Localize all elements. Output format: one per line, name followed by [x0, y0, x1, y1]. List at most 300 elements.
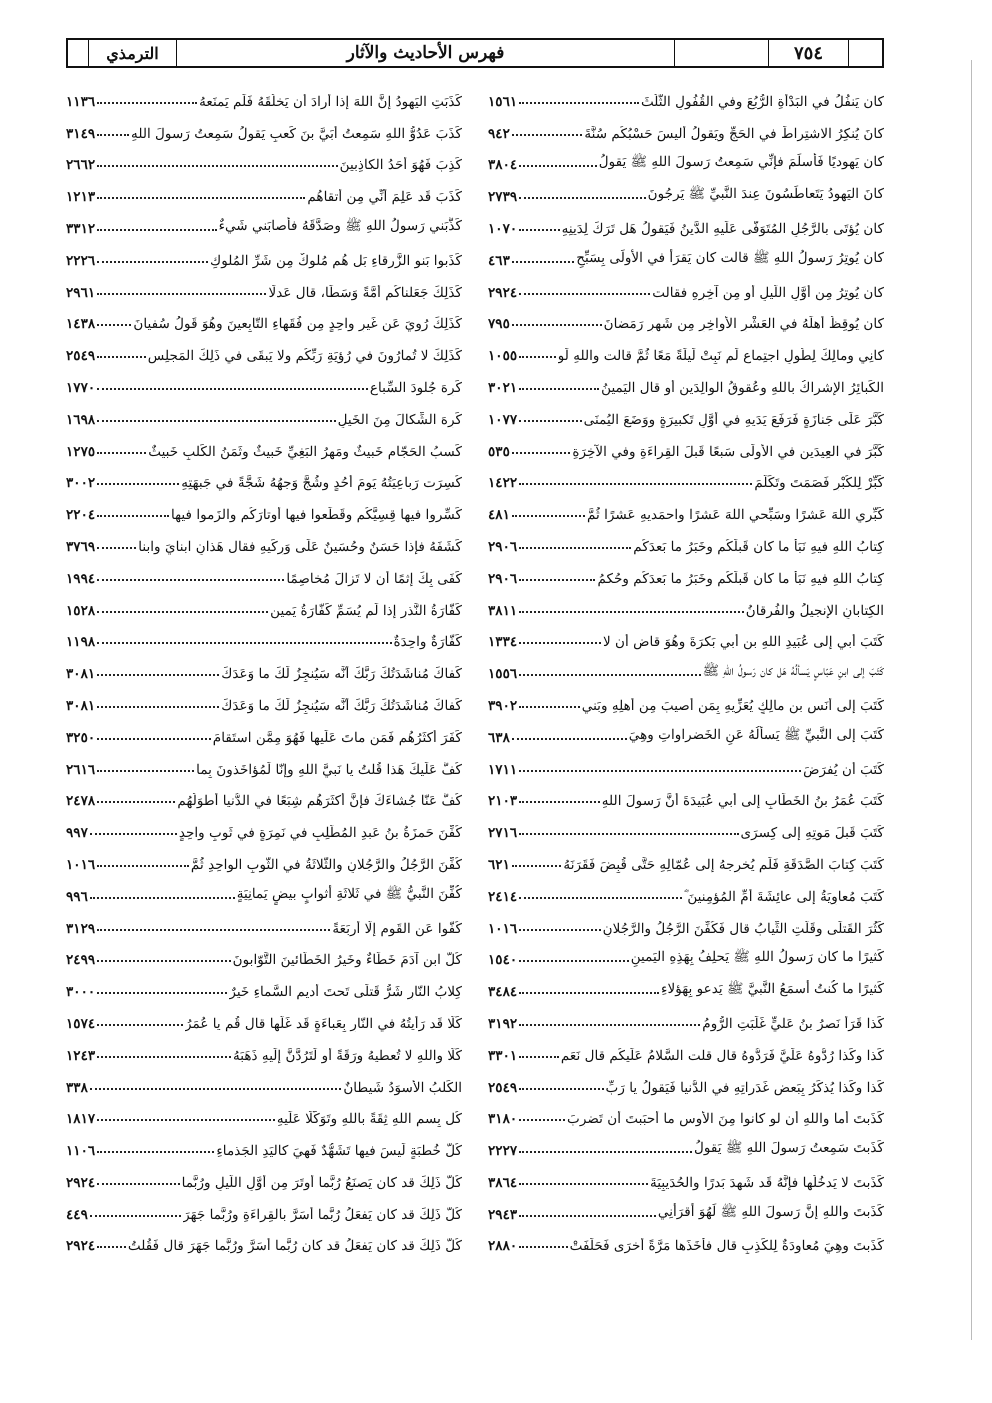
hadith-number: ١٠٥٥ [488, 348, 518, 365]
index-columns [66, 78, 884, 1254]
index-entry [488, 78, 884, 110]
page-number: ٧٥٤ [768, 40, 848, 66]
hadith-number: ٣٤٨٤ [488, 984, 518, 1001]
hadith-number: ٢٩٠٦ [488, 538, 518, 555]
entry-text: كَبَّرَ في العِيدَينِ في الأُولَى سَبعًا قَبلَ القِراءَةِ وفي الآخِرَةِ [572, 443, 884, 460]
leader-dots [519, 1246, 567, 1248]
entry-text: كان يَهوديًا فَأسلَمَ فإنِّي سَمِعتُ رَسولَ اللهِ ﷺ يَقولُ [598, 154, 884, 171]
entry-text: كَفاكَ مُناشَدَتُكَ رَبَّكَ أنَّه سَيُنجِزُ لَكَ ما وَعَدَكَ [221, 666, 462, 683]
entry-text: كَلّا واللهِ لا تُعطيهُ ورَقَةً أو لَتَرُدَّنَّ إلَيهِ ذَهَبَهُ [232, 1047, 462, 1064]
entry-text: كَذَبتَ لا يَدخُلُها فإنَّهُ قَد شَهِدَ بَدرًا والحُدَيبِيَةَ [649, 1174, 884, 1191]
left-column [66, 78, 462, 1254]
hadith-number: ٣٧٦٩ [66, 538, 96, 555]
leader-dots [519, 293, 650, 295]
hadith-number: ٣٠٠٠ [66, 984, 96, 1001]
leader-dots [512, 738, 627, 740]
hadith-number: ١٠٧٠ [488, 220, 518, 237]
hadith-number: ٣١٢٩ [66, 920, 96, 937]
entry-text: كُلُّ خُطبَةٍ لَيسَ فيها تَشَهُّدٌ فَهِيَ كاليَدِ الجَذماءِ [216, 1143, 462, 1160]
leader-dots [97, 420, 335, 422]
hadith-number: ٢٤٧٨ [66, 793, 96, 810]
index-entry [488, 587, 884, 619]
leader-dots [512, 452, 570, 454]
index-entry [488, 555, 884, 587]
hadith-number: ١١٠٦ [66, 1143, 96, 1160]
leader-dots [97, 483, 179, 485]
leader-dots [519, 420, 581, 422]
leader-dots [97, 1183, 179, 1185]
hadith-number: ١٤٣٨ [66, 316, 96, 333]
leader-dots [90, 1088, 341, 1090]
index-entry [66, 746, 462, 778]
hadith-number: ٩٩٧ [66, 825, 88, 842]
hadith-number: ١٠٧٧ [488, 411, 518, 428]
leader-dots [97, 261, 208, 263]
hadith-number: ٣١٨٠ [488, 1111, 518, 1128]
leader-dots [97, 356, 146, 358]
entry-text: كَذَبتَ وهِيَ مُعاوِدَةٌ لِلكَذِبِ قال فأخَذَها مَرَّةً أُخرَى فَحَلَفَتْ [569, 1238, 884, 1255]
leader-dots [97, 452, 146, 454]
leader-dots [97, 865, 189, 867]
margin-line [971, 60, 972, 1340]
index-entry [66, 1064, 462, 1096]
entry-text: كَفَرَ أكثَرُهُم فَمَن ماتَ عَلَيها فَهُوَ مِمَّن استَقامَ [212, 729, 462, 746]
entry-text: كَذَبَ عَدُوُّ اللهِ سَمِعتُ أُبَيَّ بنَ كَعبٍ يَقولُ سَمِعتُ رَسولَ اللهِ [131, 125, 462, 142]
hadith-number: ١٦٩٨ [66, 411, 96, 428]
leader-dots [97, 1024, 183, 1026]
index-entry [66, 173, 462, 205]
index-entry [66, 523, 462, 555]
index-entry [66, 491, 462, 523]
leader-dots [519, 1056, 559, 1058]
entry-text: كَسِّروا فيها قِسِيَّكُم وقَطِّعوا فيها أوتارَكُم والزَموا فيها [171, 507, 462, 524]
leader-dots [97, 324, 131, 326]
hadith-number: ٣٢٥٠ [66, 729, 96, 746]
index-entry [488, 1000, 884, 1032]
leader-dots [519, 483, 752, 485]
index-entry [66, 1191, 462, 1223]
hadith-number: ١١٣٦ [66, 93, 96, 110]
index-entry [488, 110, 884, 142]
index-entry [488, 1096, 884, 1128]
leader-dots [519, 1088, 603, 1090]
hadith-number: ٣١٩٢ [488, 1015, 518, 1032]
leader-dots [519, 165, 597, 167]
hadith-number: ١٢٧٥ [66, 443, 96, 460]
index-entry [488, 1223, 884, 1255]
hadith-number: ٢٦١٦ [66, 761, 96, 778]
entry-text: كَثيرًا ما كُنتُ أسمَعُ النَّبيَّ ﷺ يَدعو بِهَؤلاءِ [661, 981, 884, 998]
hadith-number: ٥٣٥ [488, 443, 510, 460]
entry-text: كُفَّ عَنّا جُشاءَكَ فإنَّ أكثَرَهُم شِبَعًا في الدُّنيا أطوَلُهُم [177, 793, 462, 810]
entry-text: كَذَلِكَ رُوِيَ عَن غَيرِ واحِدٍ مِن فُقَهاءِ التّابِعينَ وهُوَ قَولُ سُفيانَ [133, 316, 462, 333]
index-entry [488, 491, 884, 523]
entry-text: كَفّارَةٌ واحِدَةٌ [393, 634, 462, 651]
index-entry [488, 1064, 884, 1096]
entry-text: كَذا وكَذا يُذكَرُ بِبَعضِ غَدَراتِهِ في الدُّنيا فَيَقولُ يا رَبِّ [605, 1079, 884, 1096]
entry-text: كان يُوتِرُ مِن أوَّلِ اللَّيلِ أو مِن آخِرِهِ فقالت [652, 284, 884, 301]
leader-dots [97, 706, 219, 708]
entry-text: كَتَبَ عُمَرُ بنُ الخَطّابِ إلى أبي عُبَيدَةَ أنَّ رَسولَ اللهِ [601, 793, 884, 810]
entry-text: كَذا وكَذا رُدُّوهُ عَلَيَّ فَرَدُّوهُ قال قلت السَّلامُ عَلَيكُم قال نَعَم [560, 1047, 884, 1064]
entry-text: كَذِبَ فَهُوَ أحَدُ الكاذِبينَ [339, 157, 462, 174]
entry-text: كِتابُ اللهِ فيهِ نَبَأُ ما كان قَبلَكُم وخَبَرُ ما بَعدَكُم وحُكمُ [597, 570, 884, 587]
hadith-number: ٢٢٠٤ [66, 507, 96, 524]
index-entry [488, 746, 884, 778]
entry-text: كَذَّبَني رَسولُ اللهِ ﷺ وصَدَّقَهُ فأصابَني شَيءٌ [218, 217, 462, 234]
leader-dots [97, 1246, 126, 1248]
index-entry [488, 650, 884, 682]
leader-dots [97, 1151, 214, 1153]
hadith-number: ٩٩٦ [66, 888, 88, 905]
leader-dots [519, 929, 600, 931]
page-header [66, 38, 884, 68]
hadith-number: ٤٦٣ [488, 252, 510, 269]
entry-text: كُلُّ ذَلِكَ قد كان يَصنَعُ رُبَّما أوتَرَ مِن أوَّلِ اللَّيلِ ورُبَّما [181, 1174, 462, 1191]
index-page [66, 38, 884, 1254]
index-entry [66, 778, 462, 810]
index-entry [488, 1191, 884, 1223]
entry-text: كُلُّ ابنِ آدَمَ خَطّاءٌ وخَيرُ الخَطّائينَ التَّوّابونَ [232, 952, 462, 969]
entry-text: كَتَبَ إلى ابنِ عَبّاسٍ يَسألُهُ هَل كان رَسولُ اللهِ ﷺ [702, 663, 884, 680]
entry-text: كَذَبَ قَد عَلِمَ أنِّي مِن أتقاهُم [307, 189, 462, 206]
hadith-number: ١٥٧٤ [66, 1015, 96, 1032]
index-entry [488, 778, 884, 810]
hadith-number: ١٠١٦ [66, 856, 96, 873]
index-entry [66, 1127, 462, 1159]
leader-dots [519, 1151, 692, 1153]
index-entry [66, 205, 462, 237]
right-column [488, 78, 884, 1254]
entry-text: الكِتابانِ الإنجيلُ والفُرقانُ [745, 602, 884, 619]
index-entry [66, 237, 462, 269]
leader-dots [97, 738, 211, 740]
entry-text: كَتَبَ أبي إلى عُبَيدِ اللهِ بنِ أبي بَكرَةَ وهُوَ قاضٍ أن لا [602, 634, 884, 651]
hadith-number: ٢٥٤٩ [66, 348, 96, 365]
leader-dots [90, 833, 177, 835]
hadith-number: ١٧١١ [488, 761, 518, 778]
index-entry [488, 332, 884, 364]
leader-dots [519, 229, 559, 231]
leader-dots [519, 1119, 565, 1121]
index-entry [488, 523, 884, 555]
hadith-number: ٣٨٦٤ [488, 1174, 518, 1191]
index-entry [488, 841, 884, 873]
leader-dots [519, 801, 600, 803]
leader-dots [97, 642, 391, 644]
leader-dots [519, 1183, 648, 1185]
index-entry [66, 809, 462, 841]
hadith-number: ٢١٠٣ [488, 793, 518, 810]
leader-dots [512, 865, 562, 867]
index-entry [488, 1127, 884, 1159]
index-entry [66, 937, 462, 969]
entry-text: كِلابُ النّارِ شَرُّ قَتلَى تَحتَ أديمِ السَّماءِ خَيرٌ [229, 984, 462, 1001]
leader-dots [519, 547, 631, 549]
hadith-number: ٣٠٨١ [66, 666, 96, 683]
hadith-number: ٢٥٤٩ [488, 1079, 518, 1096]
index-entry [66, 78, 462, 110]
index-entry [66, 968, 462, 1000]
entry-text: كُفّوا عَنِ القَومِ إلّا أربَعَةً [332, 920, 462, 937]
leader-dots [97, 102, 197, 104]
hadith-number: ٢٢٢٦ [66, 252, 96, 269]
entry-text: كَبَّرَ عَلَى جَنازَةٍ فَرَفَعَ يَدَيهِ في أوَّلِ تَكبيرَةٍ ووَضَعَ اليُمنَى [583, 411, 884, 428]
hadith-number: ١٧٧٠ [66, 379, 96, 396]
index-entry [66, 142, 462, 174]
leader-dots [97, 229, 216, 231]
hadith-number: ١٣٣٤ [488, 634, 518, 651]
entry-text: كُلُّ ذَلِكَ قد كان يَفعَلُ رُبَّما أسَرَّ بالقِراءَةِ ورُبَّما جَهَرَ [183, 1206, 462, 1223]
leader-dots [519, 197, 645, 199]
entry-text: كَسبُ الحَجّامِ خَبيثٌ ومَهرُ البَغِيِّ خَبيثٌ وثَمَنُ الكَلبِ خَبيثٌ [148, 443, 462, 460]
index-entry [488, 301, 884, 333]
leader-dots [512, 134, 582, 136]
hadith-number: ٢٩٦١ [66, 284, 96, 301]
index-entry [66, 364, 462, 396]
leader-dots [97, 1056, 231, 1058]
entry-text: الكَلبُ الأسوَدُ شَيطانٌ [343, 1079, 462, 1096]
leader-dots [519, 833, 738, 835]
hadith-number: ٢٤٩٩ [66, 952, 96, 969]
entry-text: كُل بِسمِ اللهِ ثِقَةً باللهِ وتَوَكُّلًا عَلَيهِ [276, 1111, 462, 1128]
leader-dots [97, 515, 169, 517]
hadith-number: ٢٩٢٤ [488, 284, 518, 301]
leader-dots [519, 770, 801, 772]
hadith-number: ٣٣٨ [66, 1079, 88, 1096]
index-entry [488, 873, 884, 905]
leader-dots [519, 1215, 656, 1217]
hadith-number: ٢٩٠٦ [488, 570, 518, 587]
index-entry [66, 460, 462, 492]
index-entry [488, 682, 884, 714]
index-entry [488, 142, 884, 174]
leader-dots [519, 611, 744, 613]
hadith-number: ٢٩٢٤ [66, 1174, 96, 1191]
leader-dots [512, 324, 602, 326]
index-entry [66, 269, 462, 301]
hadith-number: ١٩٩٤ [66, 570, 96, 587]
entry-text: كَذَبوا بَنو الزَّرقاءِ بَل هُم مُلوكٌ مِن شَرِّ المُلوكِ [209, 252, 462, 269]
leader-dots [97, 770, 194, 772]
hadith-number: ٣٠٢١ [488, 379, 518, 396]
entry-text: كَرِهَ جُلودَ السِّباعِ [369, 379, 462, 396]
hadith-number: ٢٧١٦ [488, 825, 518, 842]
entry-text: كان يُوقِظُ أهلَهُ في العَشْرِ الأواخِرِ مِن شَهرِ رَمَضانَ [603, 316, 884, 333]
entry-text: كان يُوتِرُ رَسولُ اللهِ ﷺ قالت كان يَقرَأُ في الأُولَى بِسَبِّحِ [576, 249, 884, 266]
entry-text: كَذَبَتِ اليَهودُ إنَّ اللهَ إذا أرادَ أن يَخلُقَهُ فَلَم يَمنَعهُ [199, 93, 462, 110]
entry-text: كَثُرَ القَتلَى وقَلَّتِ الثِّيابُ قال فَكُفِّنَ الرَّجُلُ والرَّجُلانِ [602, 920, 884, 937]
leader-dots [519, 102, 639, 104]
index-entry [488, 396, 884, 428]
entry-text: كَثيرًا ما كان رَسولُ اللهِ ﷺ يَحلِفُ بِهَذِهِ اليَمينِ [630, 949, 884, 966]
hadith-number: ٢٢٢٧ [488, 1143, 518, 1160]
index-entry [66, 714, 462, 746]
index-entry [488, 460, 884, 492]
index-entry [66, 428, 462, 460]
entry-text: كَفاكَ مُناشَدَتُكَ رَبَّكَ أنَّه سَيُنجِزُ لَكَ ما وَعَدَكَ [221, 697, 462, 714]
entry-text: كَبِّرْ لِلكُبْرِ فَصَمَتَ وتَكَلَّمَ [754, 475, 884, 492]
entry-text: كَتَبَ أن يُفرَضَ [803, 761, 884, 778]
leader-dots [97, 960, 230, 962]
leader-dots [90, 897, 235, 899]
leader-dots [512, 261, 574, 263]
entry-text: كَبِّري اللهَ عَشرًا وسَبِّحي اللهَ عَشرًا واحمَديهِ عَشرًا ثُمَّ [586, 507, 884, 524]
leader-dots [97, 929, 330, 931]
entry-text: كَتَبَ مُعاوِيَةُ إلى عائِشَةَ أُمِّ المُؤمِنينَ ؓ [683, 888, 884, 905]
index-entry [66, 332, 462, 364]
hadith-number: ٢٧٣٩ [488, 189, 518, 206]
hadith-number: ١٥٢٨ [66, 602, 96, 619]
hadith-number: ١٢١٣ [66, 189, 96, 206]
header-cell-spacer [674, 40, 768, 66]
index-entry [66, 110, 462, 142]
entry-text: كَتَبَ إلى أنَسِ بنِ مالِكٍ يُعَزِّيهِ بِمَن أُصيبَ مِن أهلِهِ وبَني [581, 697, 884, 714]
entry-text: كَذَبتَ سَمِعتُ رَسولَ اللهِ ﷺ يَقولُ [693, 1140, 884, 1157]
entry-text: كَلّا قَد رَأيتُهُ في النّارِ بِعَباءَةٍ قَد غَلَّها قال قُم يا عُمَرُ [184, 1015, 462, 1032]
leader-dots [97, 674, 219, 676]
hadith-number: ١٥٦١ [488, 93, 518, 110]
hadith-number: ٤٤٩ [66, 1206, 88, 1223]
leader-dots [97, 197, 305, 199]
entry-text: كَذَلِكَ جَعَلناكُم أُمَّةً وَسَطًا، قال عَدلًا [268, 284, 462, 301]
leader-dots [97, 165, 337, 167]
index-entry [488, 364, 884, 396]
hadith-number: ٣٣١٢ [66, 220, 96, 237]
index-entry [66, 396, 462, 428]
entry-text: الكَبائِرُ الإشراكُ باللهِ وعُقوقُ الوالِدَينِ أو قال اليَمينُ [601, 379, 884, 396]
leader-dots [519, 992, 659, 994]
entry-text: كَذَبتَ أما واللهِ أن لو كانوا مِنَ الأوسِ ما أحبَبتَ أن تَضرِبَ [567, 1111, 884, 1128]
entry-text: كانَ اليَهودُ يَتَعاطَسُونَ عِندَ النَّبيِّ ﷺ يَرجُونَ [647, 186, 884, 203]
index-entry [66, 682, 462, 714]
hadith-number: ١٥٤٠ [488, 952, 518, 969]
hadith-number: ١١٩٨ [66, 634, 96, 651]
index-entry [66, 1223, 462, 1255]
hadith-number: ٤٨١ [488, 507, 510, 524]
hadith-number: ٢٨٨٠ [488, 1238, 518, 1255]
leader-dots [97, 992, 227, 994]
leader-dots [97, 1119, 275, 1121]
index-entry [488, 1159, 884, 1191]
entry-text: كُفِّنَ الرَّجُلُ والرَّجُلانِ والثَّلاثَةُ في الثَّوبِ الواحِدِ ثُمَّ [190, 856, 462, 873]
hadith-number: ٢٦٦٢ [66, 157, 96, 174]
leader-dots [519, 642, 601, 644]
entry-text: كَتَبَ قَبلَ مَوتِهِ إلى كِسرَى [740, 825, 884, 842]
index-entry [66, 905, 462, 937]
index-entry [66, 301, 462, 333]
hadith-number: ٣٨٠٤ [488, 157, 518, 174]
index-entry [488, 269, 884, 301]
index-entry [66, 1000, 462, 1032]
entry-text: كَفّارَةُ النَّذرِ إذا لَم يُسَمِّ كَفّارَةُ يَمينٍ [270, 602, 462, 619]
index-entry [488, 1032, 884, 1064]
leader-dots [97, 547, 136, 549]
index-entry [66, 587, 462, 619]
hadith-number: ٦٣٨ [488, 729, 510, 746]
leader-dots [97, 801, 175, 803]
leader-dots [519, 674, 700, 676]
index-entry [66, 841, 462, 873]
leader-dots [519, 706, 580, 708]
page-title: فهرس الأحاديث والآثار [176, 40, 674, 66]
hadith-number: ١٤٢٢ [488, 475, 518, 492]
hadith-number: ٣٩٠٢ [488, 697, 518, 714]
index-entry [66, 1159, 462, 1191]
hadith-number: ٣٨١١ [488, 602, 518, 619]
book-name: الترمذي [88, 40, 176, 66]
index-entry [488, 905, 884, 937]
index-entry [66, 619, 462, 651]
leader-dots [97, 579, 284, 581]
hadith-number: ١٢٤٣ [66, 1047, 96, 1064]
leader-dots [97, 388, 368, 390]
entry-text: كانَ يُنكِرُ الاشتِراطَ في الحَجِّ ويَقولُ أليسَ حَسْبُكُم سُنَّةَ [584, 125, 884, 142]
hadith-number: ٣٠٠٢ [66, 475, 96, 492]
hadith-number: ١٠١٦ [488, 920, 518, 937]
index-entry [488, 428, 884, 460]
hadith-number: ٦٢١ [488, 856, 510, 873]
header-cell-blank-right [848, 40, 882, 66]
index-entry [488, 968, 884, 1000]
index-entry [488, 714, 884, 746]
hadith-number: ٣٣٠١ [488, 1047, 518, 1064]
entry-text: كُفِّنَ حَمزَةُ بنُ عَبدِ المُطَّلِبِ في نَمِرَةٍ في ثَوبٍ واحِدٍ [178, 825, 462, 842]
leader-dots [519, 960, 628, 962]
entry-text: كَتَبَ كِتابَ الصَّدَقَةِ فَلَم يُخرِجهُ إلى عُمّالِهِ حَتَّى قُبِضَ فَقَرَنَهُ [563, 856, 884, 873]
index-entry [66, 1096, 462, 1128]
header-cell-blank-left [68, 40, 88, 66]
leader-dots [97, 293, 266, 295]
entry-text: كان يُؤتَى بالرَّجُلِ المُتَوَفَّى عَلَيهِ الدَّينُ فَيَقولُ هَل تَرَكَ لِدَينِهِ [561, 220, 884, 237]
hadith-number: ١٨١٧ [66, 1111, 96, 1128]
leader-dots [512, 515, 585, 517]
entry-text: كُفِّنَ النَّبيُّ ﷺ في ثَلاثَةِ أثوابٍ بيضٍ يَمانِيَةٍ [236, 885, 462, 902]
hadith-number: ٩٤٢ [488, 125, 510, 142]
leader-dots [519, 579, 595, 581]
leader-dots [519, 1024, 700, 1026]
hadith-number: ٢٩٢٤ [66, 1238, 96, 1255]
leader-dots [97, 611, 268, 613]
entry-text: كان يَنفُلُ في البَدْأةِ الرُّبُعَ وفي القُفُولِ الثُّلُثَ [640, 93, 884, 110]
entry-text: كُلُّ ذَلِكَ قد كان يَفعَلُ قد كان رُبَّما أسَرَّ ورُبَّما جَهَرَ قال فَقُلتُ [127, 1238, 462, 1255]
index-entry [66, 873, 462, 905]
entry-text: كَذَبتَ واللهِ إنَّ رَسولَ اللهِ ﷺ لَهُوَ أقرَأنِي [657, 1203, 884, 1220]
index-entry [66, 1032, 462, 1064]
hadith-number: ٣١٤٩ [66, 125, 96, 142]
leader-dots [90, 1215, 181, 1217]
index-entry [488, 237, 884, 269]
index-entry [488, 809, 884, 841]
index-entry [66, 555, 462, 587]
hadith-number: ٣٠٨١ [66, 697, 96, 714]
entry-text: كُسِرَت رَباعِيَتُهُ يَومَ أُحُدٍ وشُجَّ وَجهُهُ شَجَّةً في جَبهَتِهِ [181, 475, 462, 492]
entry-text: كَشَفَهُ فإذا حَسَنٌ وحُسَينٌ عَلَى وَرِكَيهِ فقال هَذانِ ابنايَ وابنا [138, 538, 462, 555]
index-entry [488, 205, 884, 237]
index-entry [488, 937, 884, 969]
entry-text: كَرِهَ الشِّكالَ مِنَ الخَيلِ [337, 411, 462, 428]
entry-text: كُفَّ عَلَيكَ هَذا قُلتُ يا نَبيَّ اللهِ وإنّا لَمُؤاخَذونَ بِما [196, 761, 462, 778]
entry-text: كَذا قَرَأ نَصرُ بنُ عَليٍّ غَلَبَتِ الرُّومُ [702, 1015, 884, 1032]
leader-dots [519, 897, 682, 899]
hadith-number: ٧٩٥ [488, 316, 510, 333]
entry-text: كَفَى بِكَ إثمًا أن لا تَزالَ مُخاصِمًا [286, 570, 462, 587]
hadith-number: ١٥٥٦ [488, 666, 518, 683]
leader-dots [97, 134, 129, 136]
hadith-number: ٢٤١٤ [488, 888, 518, 905]
leader-dots [519, 356, 556, 358]
index-entry [66, 650, 462, 682]
